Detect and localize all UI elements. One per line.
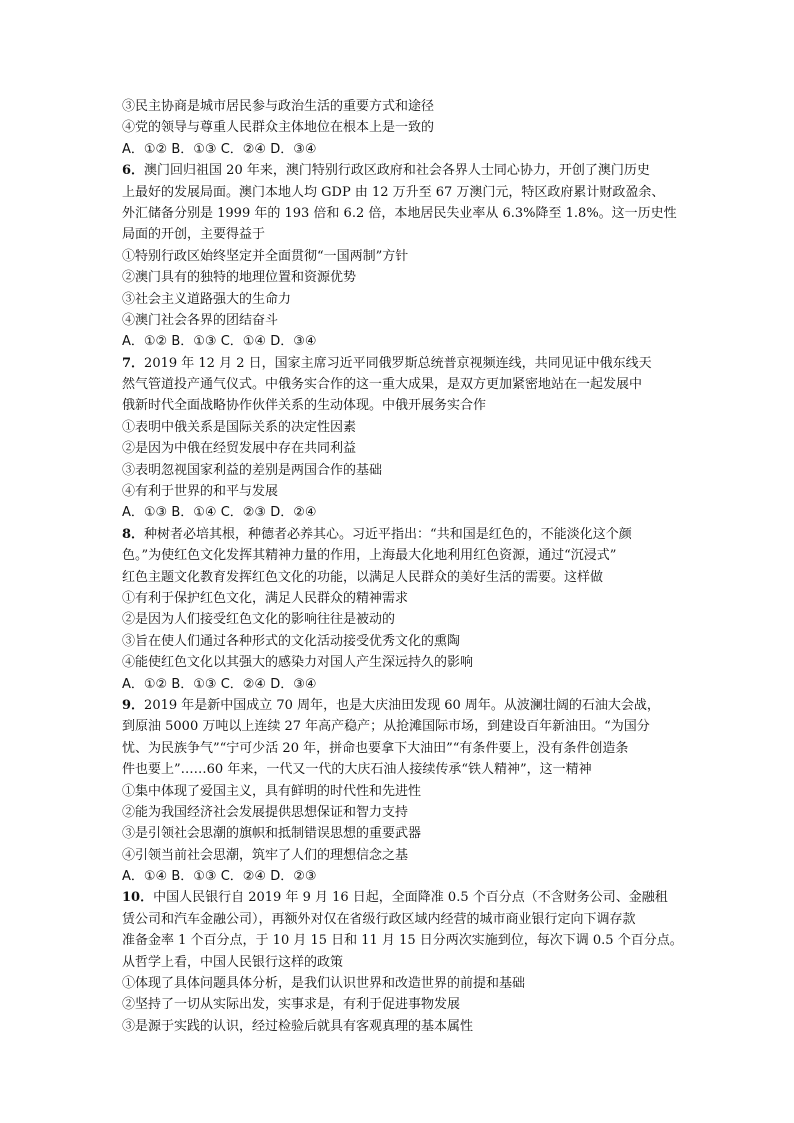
q6-stem-line-1: 6．澳门回归祖国 20 年来，澳门特别行政区政府和社会各界人士同心协力，开创了澳门历史 <box>122 163 650 179</box>
q6-stem-line-4: 局面的开创，主要得益于 <box>122 227 266 243</box>
q9-answer-options: A．①④ B．①③ C．②④ D．②③ <box>122 869 317 885</box>
q6-answer-options: A．①② B．①③ C．①④ D．③④ <box>122 334 317 350</box>
q6-stem-line-2: 上最好的发展局面。澳门本地人均 GDP 由 12 万升至 67 万澳门元，特区政府累计财政盈余、 <box>122 184 665 200</box>
q6-stem-line-3: 外汇储备分别是 1999 年的 193 倍和 6.2 倍，本地居民失业率从 6.3%降至 1.8%。这一历史性 <box>122 205 677 221</box>
q9-stem-line-4: 件也要上”……60 年来，一代又一代的大庆石油人接续传承“铁人精神”，这一精神 <box>122 762 592 778</box>
q7-item-4: ④有利于世界的和平与发展 <box>122 484 279 500</box>
q7-number: 7． <box>122 355 145 371</box>
q9-item-2: ②能为我国经济社会发展提供思想保证和智力支持 <box>122 804 409 820</box>
q6-number: 6． <box>122 163 145 179</box>
q8-answer-options: A．①② B．①③ C．②④ D．③④ <box>122 676 317 692</box>
q8-item-3: ③旨在使人们通过各种形式的文化活动接受优秀文化的熏陶 <box>122 633 461 649</box>
q6-item-4: ④澳门社会各界的团结奋斗 <box>122 312 279 328</box>
q9-stem-line-3: 忧、为民族争气”“宁可少活 20 年，拼命也要拿下大油田”“有条件要上，没有条件创造条 <box>122 740 629 756</box>
q6-item-3: ③社会主义道路强大的生命力 <box>122 291 292 307</box>
exam-content <box>122 96 683 1037</box>
q8-stem-line-1: 8．种树者必培其根，种德者必养其心。习近平指出：“共和国是红色的，不能淡化这个颜 <box>122 526 632 542</box>
q10-stem-line-1: 10．中国人民银行自 2019 年 9 月 16 日起，全面降准 0.5 个百分点（不含财务公司、金融租 <box>122 890 668 906</box>
q5-answer-options: A．①② B．①③ C．②④ D．③④ <box>122 141 317 157</box>
q8-item-2: ②是因为人们接受红色文化的影响往往是被动的 <box>122 612 396 628</box>
q10-item-2: ②坚持了一切从实际出发，实事求是，有利于促进事物发展 <box>122 997 461 1013</box>
q10-number: 10． <box>122 890 154 906</box>
q7-answer-options: A．①③ B．①④ C．②③ D．②④ <box>122 505 317 521</box>
q7-stem-line-2: 然气管道投产通气仪式。中俄务实合作的这一重大成果，是双方更加紧密地站在一起发展中 <box>122 377 643 393</box>
q9-stem-line-1: 9．2019 年是新中国成立 70 周年，也是大庆油田发现 60 周年。从波澜壮阔的石油大会战， <box>122 697 660 713</box>
q10-item-1: ①体现了具体问题具体分析，是我们认识世界和改造世界的前提和基础 <box>122 976 526 992</box>
q6-item-1: ①特别行政区始终坚定并全面贯彻“一国两制”方针 <box>122 248 409 264</box>
q7-stem-line-1: 7．2019 年 12 月 2 日，国家主席习近平同俄罗斯总统普京视频连线，共同见证中俄东线天 <box>122 355 652 371</box>
q10-stem-line-2: 赁公司和汽车金融公司），再额外对仅在省级行政区域内经营的城市商业银行定向下调存款 <box>122 911 636 927</box>
q8-stem-line-2: 色。”为使红色文化发挥其精神力量的作用，上海最大化地利用红色资源，通过“沉浸式” <box>122 548 617 564</box>
q7-item-2: ②是因为中俄在经贸发展中存在共同利益 <box>122 441 357 457</box>
q7-item-3: ③表明忽视国家利益的差别是两国合作的基础 <box>122 462 383 478</box>
q7-item-1: ①表明中俄关系是国际关系的决定性因素 <box>122 419 357 435</box>
q9-stem-line-2: 到原油 5000 万吨以上连续 27 年高产稳产；从抢滩国际市场，到建设百年新油田。“为国分 <box>122 719 650 735</box>
q10-stem-line-4: 从哲学上看，中国人民银行这样的政策 <box>122 954 344 970</box>
q5-item-4: ④党的领导与尊重人民群众主体地位在根本上是一致的 <box>122 120 435 136</box>
q8-item-4: ④能使红色文化以其强大的感染力对国人产生深远持久的影响 <box>122 655 474 671</box>
q9-item-4: ④引领当前社会思潮，筑牢了人们的理想信念之基 <box>122 847 409 863</box>
q9-item-1: ①集中体现了爱国主义，具有鲜明的时代性和先进性 <box>122 783 422 799</box>
q9-item-3: ③是引领社会思潮的旗帜和抵制错误思想的重要武器 <box>122 826 422 842</box>
q8-number: 8． <box>122 526 145 542</box>
q10-item-3: ③是源于实践的认识，经过检验后就具有客观真理的基本属性 <box>122 1018 474 1034</box>
q8-item-1: ①有利于保护红色文化，满足人民群众的精神需求 <box>122 590 409 606</box>
q7-stem-line-3: 俄新时代全面战略协作伙伴关系的生动体现。中俄开展务实合作 <box>122 398 487 414</box>
q8-stem-line-3: 红色主题文化教育发挥红色文化的功能，以满足人民群众的美好生活的需要。这样做 <box>122 569 604 585</box>
q9-number: 9． <box>122 697 145 713</box>
q5-item-3: ③民主协商是城市居民参与政治生活的重要方式和途径 <box>122 99 435 114</box>
q10-stem-line-3: 准备金率 1 个百分点，于 10 月 15 日和 11 月 15 日分两次实施到位，每次下调 0.5 个百分点。 <box>122 933 683 949</box>
q6-item-2: ②澳门具有的独特的地理位置和资源优势 <box>122 270 357 286</box>
